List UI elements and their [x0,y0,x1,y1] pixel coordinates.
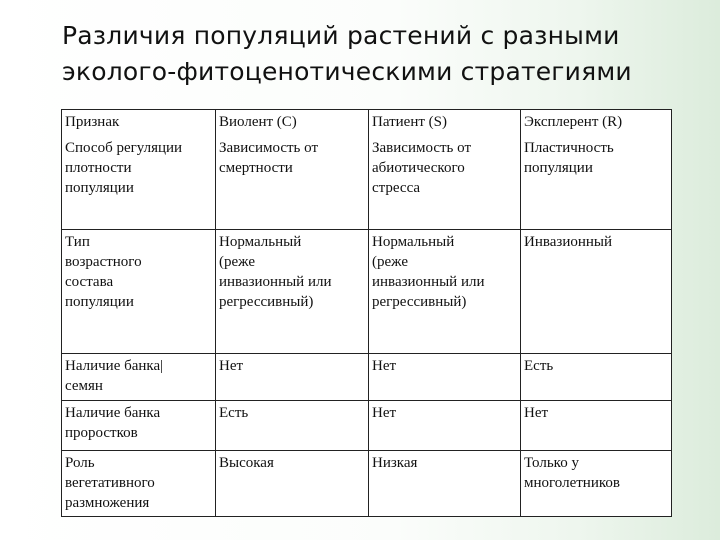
table-row [62,136,672,230]
header-cell-explerent: Эксплерент (R) [521,110,672,136]
strategy-comparison-table [61,109,672,517]
table-header-row [62,110,672,136]
slide-title: Различия популяций растений с разными эколого-фитоценотическими стратегиями [62,21,632,86]
table-cell: Высокая [216,451,369,517]
header-cell-violent: Виолент (С) [216,110,369,136]
table-cell: Способ регуляции плотности популяции [62,136,216,230]
table-cell: Нормальный (реже инвазионный или регрессивный) [216,230,369,354]
table-cell: Низкая [369,451,521,517]
table-cell: Есть [216,401,369,451]
table-cell: Тип возрастного состава популяции [62,230,216,354]
table-cell: Нет [369,401,521,451]
table-cell: Зависимость от абиотического стресса [369,136,521,230]
table-cell: Пластичность популяции [521,136,672,230]
table-cell: Зависимость от смертности [216,136,369,230]
table-cell: Нормальный (реже инвазионный или регрессивный) [369,230,521,354]
table-cell: Роль вегетативного размножения [62,451,216,517]
table-row [62,401,672,451]
table-cell: Нет [521,401,672,451]
table-cell: Нет [216,354,369,401]
header-cell-feature: Признак [62,110,216,136]
table-row [62,451,672,517]
table-cell: Наличие банка проростков [62,401,216,451]
table-cell: Нет [369,354,521,401]
table-cell: Только у многолетников [521,451,672,517]
header-cell-patient: Патиент (S) [369,110,521,136]
table-row [62,354,672,401]
table-row [62,230,672,354]
table-cell: Есть [521,354,672,401]
table-cell: Наличие банка| семян [62,354,216,401]
table-cell: Инвазионный [521,230,672,354]
